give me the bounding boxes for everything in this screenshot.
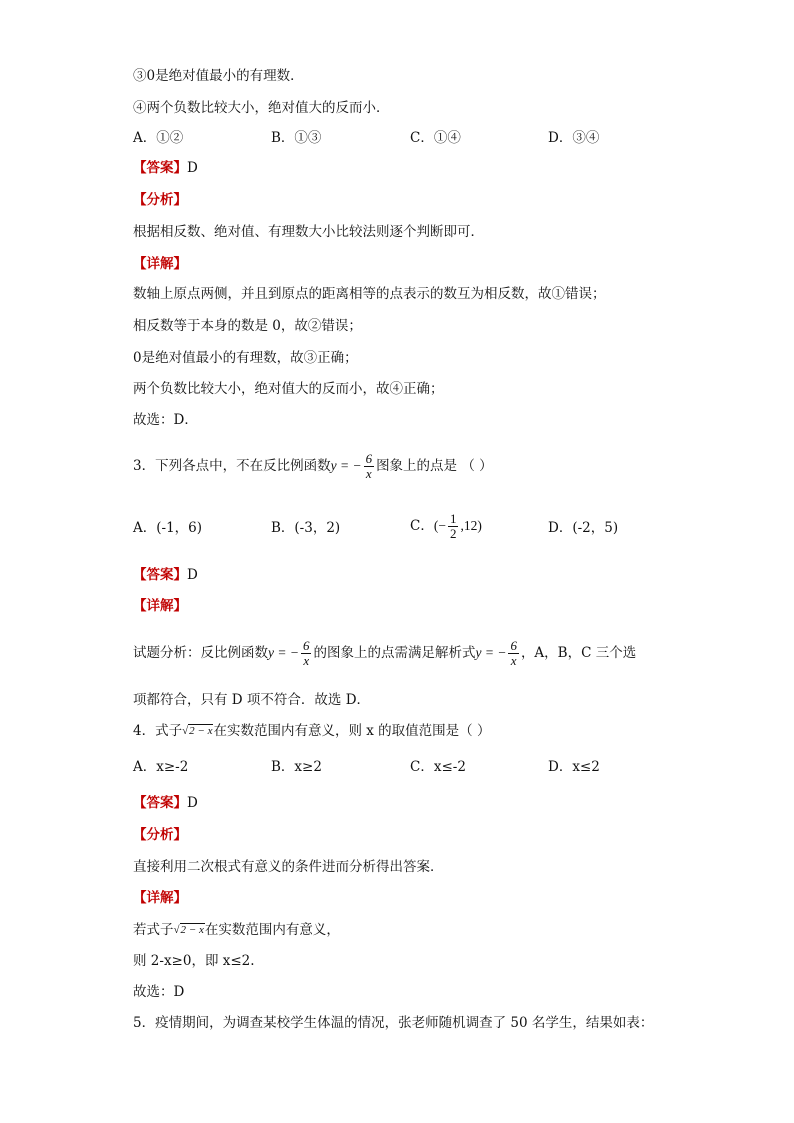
q2-option-c: C．①④ xyxy=(410,130,461,146)
fraction-numerator: 1 xyxy=(449,511,457,526)
q4-detail-sqrt-expression: √2 − x xyxy=(173,924,204,936)
q2-detail-line-1: 数轴上原点两侧，并且到原点的距离相等的点表示的数互为相反数，故①错误； xyxy=(133,286,606,302)
q4-detail-line-2: 则 2-x≥0，即 x≤2. xyxy=(133,953,255,969)
q3-detail-part-2: 的图象上的点需满足解析式 xyxy=(313,645,476,661)
fraction-denominator: x xyxy=(365,466,372,481)
q3-detail-heading xyxy=(133,596,187,616)
q3-option-c-post: ,12) xyxy=(460,518,482,533)
fraction-denominator: x xyxy=(510,653,517,668)
q3-function-lhs: y = − xyxy=(330,458,362,473)
fraction-numerator: 6 xyxy=(510,638,517,653)
q4-stem-before: 4．式子 xyxy=(133,723,183,739)
q3-detail-part-3: ，A，B，C 三个选 xyxy=(520,645,637,661)
q4-option-c: C．x≤-2 xyxy=(410,759,466,775)
q4-stem xyxy=(133,721,490,741)
answer-tag: 【答案】 xyxy=(133,160,187,176)
q3-option-c-pre: (− xyxy=(433,518,446,533)
answer-value: D xyxy=(187,795,198,811)
answer-value: D xyxy=(187,567,198,583)
q3-detail-formula-1-lhs: y = − xyxy=(268,645,299,660)
fraction-denominator: 2 xyxy=(449,526,457,541)
q2-detail-line-5: 故选：D． xyxy=(133,412,198,428)
q2-answer-line xyxy=(133,158,198,178)
q2-statement-4: ④两个负数比较大小，绝对值大的反而小． xyxy=(133,100,390,116)
q4-detail-heading xyxy=(133,888,187,908)
q2-option-b: B．①③ xyxy=(271,130,322,146)
q3-option-b: B．(-3，2) xyxy=(271,520,341,536)
analysis-tag: 【分析】 xyxy=(133,827,187,843)
sqrt-radicand: 2 − x xyxy=(180,924,204,936)
detail-tag: 【详解】 xyxy=(133,890,187,906)
q3-option-c-label: C． xyxy=(410,518,434,534)
q4-stem-after: 在实数范围内有意义，则 x 的取值范围是（ ） xyxy=(213,723,491,739)
q4-option-a: A．x≥-2 xyxy=(133,759,189,775)
q4-detail-line-3: 故选：D xyxy=(133,984,185,1000)
q2-analysis-heading xyxy=(133,190,187,210)
q3-option-c-fraction xyxy=(448,512,459,541)
q3-function-fraction xyxy=(364,452,375,481)
q4-option-d: D．x≤2 xyxy=(548,759,600,775)
q2-analysis-text: 根据相反数、绝对值、有理数大小比较法则逐个判断即可． xyxy=(133,224,484,240)
analysis-tag: 【分析】 xyxy=(133,192,187,208)
sqrt-radicand: 2 − x xyxy=(189,725,213,737)
fraction-numerator: 6 xyxy=(365,451,373,466)
answer-tag: 【答案】 xyxy=(133,795,187,811)
answer-tag: 【答案】 xyxy=(133,567,187,583)
answer-value: D xyxy=(187,160,198,176)
detail-tag: 【详解】 xyxy=(133,256,187,272)
q2-detail-line-4: 两个负数比较大小，绝对值大的反而小，故④正确； xyxy=(133,381,444,397)
q2-option-d: D．③④ xyxy=(548,130,600,146)
fraction-denominator: x xyxy=(303,653,310,668)
q4-sqrt-expression: √2 − x xyxy=(182,725,213,737)
q4-analysis-text: 直接利用二次根式有意义的条件进而分析得出答案． xyxy=(133,859,444,875)
q3-option-d: D．(-2，5) xyxy=(548,520,619,536)
q3-stem xyxy=(133,450,493,482)
q5-stem: 5．疫情期间，为调查某校学生体温的情况，张老师随机调查了 50 名学生，结果如表： xyxy=(133,1015,654,1031)
q2-statement-3: ③0是绝对值最小的有理数． xyxy=(133,68,304,84)
q4-detail-after: 在实数范围内有意义， xyxy=(204,922,340,938)
q4-detail-line-1 xyxy=(133,920,340,940)
q3-option-c xyxy=(410,510,482,542)
q3-stem-before: 3．下列各点中，不在反比例函数 xyxy=(133,458,331,474)
q4-detail-before: 若式子 xyxy=(133,922,174,938)
q2-detail-heading xyxy=(133,254,187,274)
q3-detail-formula-1-fraction xyxy=(301,639,312,668)
q3-answer-line xyxy=(133,565,198,585)
q4-analysis-heading xyxy=(133,825,187,845)
q2-detail-line-3: 0是绝对值最小的有理数，故③正确； xyxy=(133,350,358,366)
q4-answer-line xyxy=(133,793,198,813)
detail-tag: 【详解】 xyxy=(133,598,187,614)
q3-detail-formula-2-lhs: y = − xyxy=(475,645,507,660)
q4-option-b: B．x≥2 xyxy=(271,759,322,775)
q3-option-a: A．(-1，6) xyxy=(133,520,203,536)
q2-detail-line-2: 相反数等于本身的数是 0，故②错误； xyxy=(133,318,362,334)
q3-stem-after: 图象上的点是 （ ） xyxy=(376,458,493,474)
q2-option-a: A．①② xyxy=(133,130,184,146)
q3-detail-line-1 xyxy=(133,636,636,670)
q3-detail-part-1: 试题分析：反比例函数 xyxy=(133,645,268,661)
q3-detail-formula-2-fraction xyxy=(508,639,519,668)
fraction-numerator: 6 xyxy=(302,638,310,653)
q3-detail-line-2: 项都符合，只有 D 项不符合．故选 D． xyxy=(133,692,371,708)
